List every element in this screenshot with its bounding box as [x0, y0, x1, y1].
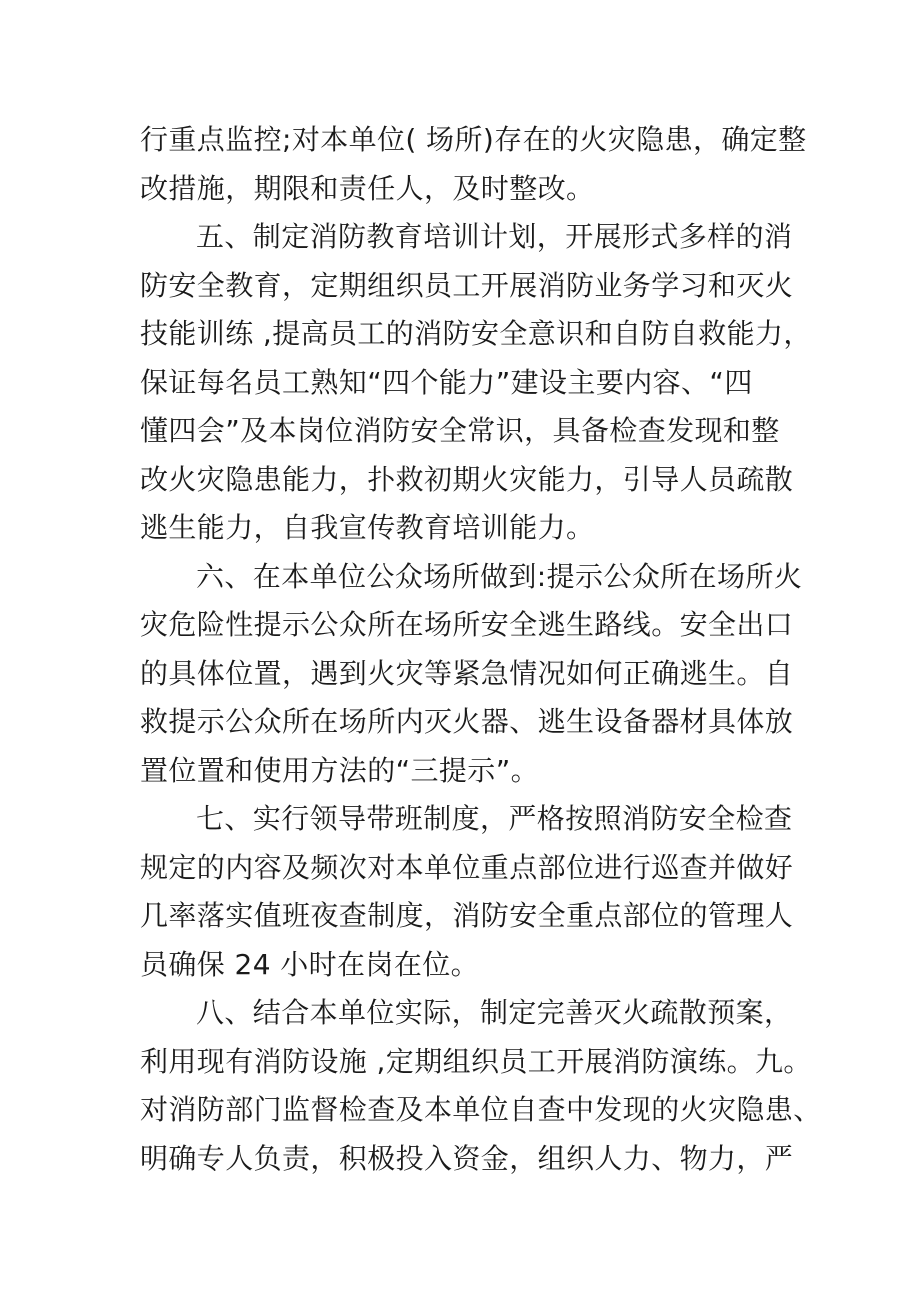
text-line: 逃生能力，自我宣传教育培训能力。 — [140, 511, 595, 544]
text-line: 改火灾隐患能力，扑救初期火灾能力，引导人员疏散 — [140, 462, 794, 496]
text-line: 员确保 24 小时在岗在位。 — [140, 947, 480, 981]
text-line: 八、结合本单位实际，制定完善灭火疏散预案， — [196, 996, 793, 1029]
text-line: 灾危险性提示公众所在场所安全逃生路线。安全出口 — [140, 608, 794, 641]
text-line: 救提示公众所在场所内灭火器、逃生设备器材具体放 — [140, 705, 794, 738]
text-line: 保证每名员工熟知“四个能力”建设主要内容、“四 — [140, 365, 753, 399]
text-line: 行重点监控;对本单位( 场所)存在的火灾隐患，确定整 — [140, 123, 807, 156]
text-line: 明确专人负责，积极投入资金，组织人力、物力，严 — [140, 1141, 794, 1175]
document-body — [140, 116, 822, 1183]
text-line: 几率落实值班夜查制度，消防安全重点部位的管理人 — [140, 899, 794, 932]
text-line: 防安全教育，定期组织员工开展消防业务学习和灭火 — [140, 268, 794, 302]
text-line: 技能训练 ,提高员工的消防安全意识和自防自救能力， — [140, 317, 812, 350]
text-line: 懂四会”及本岗位消防安全常识，具备检查发现和整 — [140, 414, 780, 447]
text-line: 五、制定消防教育培训计划，开展形式多样的消 — [196, 220, 793, 253]
text-line: 利用现有消防设施 ,定期组织员工开展消防演练。九。 — [140, 1044, 812, 1078]
text-line: 置位置和使用方法的“三提示”。 — [140, 753, 540, 787]
text-line: 的具体位置，遇到火灾等紧急情况如何正确逃生。自 — [140, 656, 794, 690]
text-line: 改措施，期限和责任人，及时整改。 — [140, 171, 595, 205]
text-line: 对消防部门监督检查及本单位自查中发现的火灾隐患、 — [140, 1093, 822, 1126]
text-line: 规定的内容及频次对本单位重点部位进行巡查并做好 — [140, 850, 794, 884]
text-line: 七、实行领导带班制度，严格按照消防安全检查 — [196, 802, 793, 835]
text-line: 六、在本单位公众场所做到:提示公众所在场所火 — [196, 559, 803, 593]
